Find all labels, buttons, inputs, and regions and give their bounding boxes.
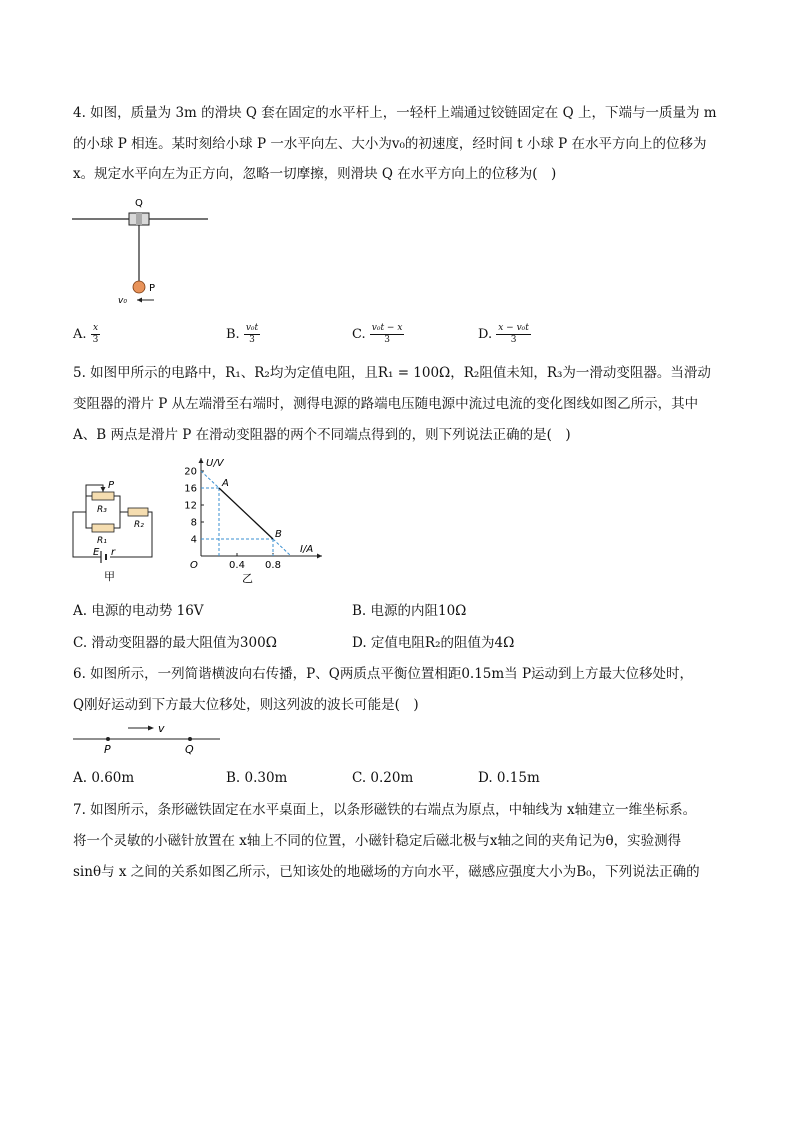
circuit-caption: 甲	[104, 570, 115, 583]
circuit-label-e: E	[93, 547, 100, 558]
q4-option-c-label: C.	[352, 327, 366, 342]
circuit-label-r: r	[111, 547, 116, 558]
y-tick-label: 4	[190, 534, 197, 546]
q6-wave-figure	[70, 718, 225, 758]
graph-origin: O	[190, 560, 198, 571]
q5-ui-graph	[180, 454, 330, 584]
wave-label-v: v	[158, 722, 165, 735]
q7-line-1: 7. 如图所示，条形磁铁固定在水平桌面上，以条形磁铁的右端点为原点，中轴线为 x轴建立一维坐标系。	[73, 802, 697, 818]
q4-option-d-label: D.	[478, 327, 493, 342]
circuit-label-p: P	[108, 480, 115, 491]
q6-option-b[interactable]: B. 0.30m	[226, 770, 288, 786]
q4-option-b-fraction: $\frac{\text{v₀t}}{3}$	[245, 323, 259, 345]
graph-xlabel: I/A	[300, 544, 314, 555]
q4-figure	[70, 194, 215, 310]
q6-option-d[interactable]: D. 0.15m	[478, 770, 540, 786]
q6-line-1: 6. 如图所示，一列简谐横波向右传播，P、Q两质点平衡位置相距0.15m当 P运动到上方最大位移处时，	[73, 666, 694, 682]
q4-option-a[interactable]	[73, 323, 100, 346]
extension-line-upper	[201, 471, 219, 488]
q6-line-2: Q刚好运动到下方最大位移处，则这列波的波长可能是( )	[73, 697, 419, 713]
q4-label-p: P	[149, 283, 156, 294]
point-label-a: A	[222, 478, 229, 489]
q4-option-d-fraction: $\frac{\text{x − v₀t}}{3}$	[498, 323, 529, 345]
extension-line-lower	[273, 539, 291, 556]
x-axis-arrow-icon	[317, 554, 322, 559]
velocity-arrow-icon	[137, 298, 142, 303]
q5-option-b[interactable]: B. 电源的内阻10Ω	[352, 603, 467, 619]
q4-label-q: Q	[135, 198, 143, 209]
y-tick-label: 12	[184, 500, 197, 512]
q4-label-v0: v₀	[118, 296, 127, 306]
q5-option-a[interactable]: A. 电源的电动势 16V	[73, 603, 204, 619]
q4-option-b-label: B.	[226, 327, 240, 342]
q4-line-1: 4. 如图，质量为 3m 的滑块 Q 套在固定的水平杆上，一轻杆上端通过铰链固定在 Q 上，下端与一质量为 m	[73, 105, 717, 121]
x-tick-label: 0.4	[229, 560, 245, 571]
wave-label-q: Q	[185, 743, 194, 756]
q4-option-a-label: A.	[73, 327, 87, 342]
y-tick-label: 16	[184, 483, 197, 495]
q5-line-3: A、B 两点是滑片 P 在滑动变阻器的两个不同端点得到的，则下列说法正确的是( )	[73, 427, 571, 443]
q4-option-a-fraction: $\frac{x}{3}$	[92, 323, 99, 345]
wave-label-p: P	[104, 743, 111, 756]
q5-option-c[interactable]: C. 滑动变阻器的最大阻值为300Ω	[73, 635, 277, 651]
circuit-label-r3: R₃	[97, 505, 107, 515]
q4-option-b[interactable]	[226, 323, 260, 346]
graph-ylabel: U/V	[206, 458, 224, 469]
q5-line-2: 变阻器的滑片 P 从左端滑至右端时，测得电源的路端电压随电源中流过电流的变化图线如图乙所示，其中	[73, 396, 699, 412]
q4-option-c[interactable]	[352, 323, 404, 346]
q5-option-d[interactable]: D. 定值电阻R₂的阻值为4Ω	[352, 635, 515, 651]
q4-line-2: 的小球 P 相连。某时刻给小球 P 一水平向左、大小为v₀的初速度，经时间 t 小球 P 在水平方向上的位移为	[73, 136, 707, 152]
circuit-label-r1: R₁	[97, 536, 107, 546]
y-axis-arrow-icon	[199, 458, 204, 463]
ui-data-line	[219, 488, 273, 539]
q4-option-c-fraction: $\frac{\text{v₀t − x}}{3}$	[371, 323, 403, 345]
slider-arrow-icon	[101, 487, 106, 492]
y-tick-label: 8	[190, 517, 197, 529]
circuit-label-r2: R₂	[134, 520, 144, 530]
q5-circuit-diagram	[66, 472, 162, 584]
q4-option-d[interactable]	[478, 323, 531, 346]
q4-line-3: x。规定水平向左为正方向，忽略一切摩擦，则滑块 Q 在水平方向上的位移为( )	[73, 166, 557, 182]
q7-line-3: sinθ与 x 之间的关系如图乙所示，已知该处的地磁场的方向水平，磁感应强度大小为B₀，下列说法正确的	[73, 864, 700, 880]
point-label-b: B	[275, 529, 282, 540]
q6-option-a[interactable]: A. 0.60m	[73, 770, 135, 786]
q5-line-1: 5. 如图甲所示的电路中，R₁、R₂均为定值电阻，且R₁ = 100Ω，R₂阻值未知，R₃为一滑动变阻器。当滑动	[73, 365, 711, 381]
q6-option-c[interactable]: C. 0.20m	[352, 770, 414, 786]
y-tick-label: 20	[184, 466, 197, 478]
graph-caption: 乙	[242, 572, 253, 584]
q7-line-2: 将一个灵敏的小磁针放置在 x轴上不同的位置，小磁针稳定后磁北极与x轴之间的夹角记为θ，实验测得	[73, 833, 682, 849]
x-tick-label: 0.8	[265, 560, 281, 571]
wave-direction-arrow-icon	[148, 726, 154, 731]
